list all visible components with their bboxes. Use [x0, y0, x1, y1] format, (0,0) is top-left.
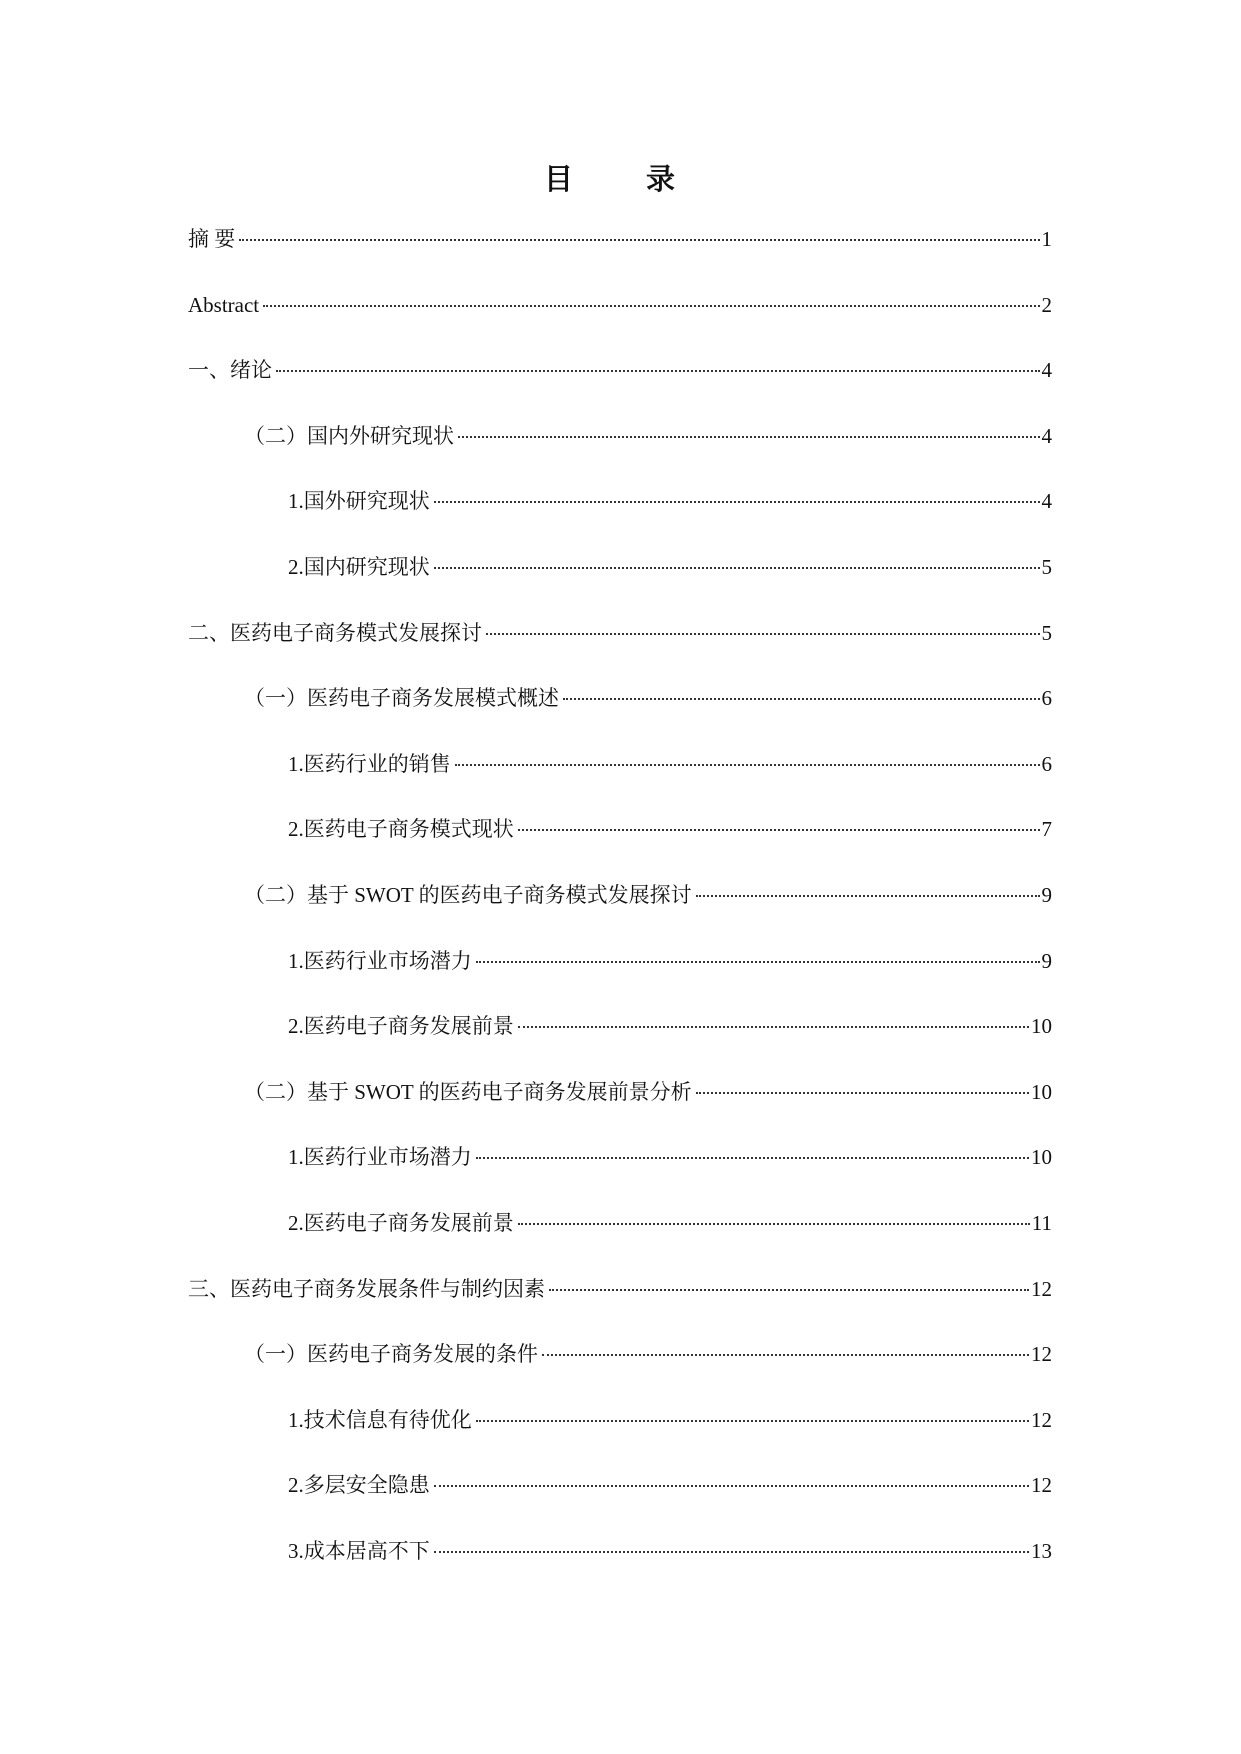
toc-page-number: 2 [1041, 293, 1052, 317]
toc-entry-text: 1.医药行业市场潜力 [288, 1145, 472, 1169]
toc-page-number: 12 [1031, 1342, 1052, 1366]
toc-entry-text: 一、绪论 [188, 358, 272, 382]
toc-page-number: 9 [1041, 949, 1052, 973]
toc-leader-dots [239, 239, 1039, 241]
toc-page-number: 1 [1041, 227, 1052, 251]
toc-entry-text: （一）医药电子商务发展的条件 [244, 1342, 538, 1366]
toc-entry-text: 三、医药电子商务发展条件与制约因素 [188, 1277, 545, 1301]
toc-entry[interactable] [188, 289, 1052, 321]
toc-page-number: 5 [1041, 621, 1052, 645]
toc-leader-dots [518, 1223, 1030, 1225]
toc-leader-dots [696, 895, 1040, 897]
toc-entry-text: （二）基于 SWOT 的医药电子商务发展前景分析 [244, 1080, 692, 1104]
toc-page-number: 12 [1031, 1277, 1052, 1301]
toc-page-number: 13 [1031, 1539, 1052, 1563]
toc-entry-text: 1.国外研究现状 [288, 489, 430, 513]
toc-entry-text: 1.医药行业的销售 [288, 752, 451, 776]
toc-page-number: 6 [1041, 686, 1052, 710]
toc-leader-dots [455, 764, 1040, 766]
toc-page-number: 7 [1041, 817, 1052, 841]
page-title: 目 录 [543, 164, 697, 196]
toc-entry[interactable] [288, 813, 1052, 845]
toc-entry-text: 2.多层安全隐患 [288, 1473, 430, 1497]
toc-entry[interactable] [288, 945, 1052, 977]
toc-page-number: 4 [1041, 424, 1052, 448]
toc-entry-text: 1.医药行业市场潜力 [288, 949, 472, 973]
toc-entry-text: 二、医药电子商务模式发展探讨 [188, 621, 482, 645]
toc-leader-dots [434, 1485, 1029, 1487]
toc-entry-text: 1.技术信息有待优化 [288, 1408, 472, 1432]
toc-entry[interactable] [244, 682, 1052, 714]
toc-leader-dots [563, 698, 1040, 700]
toc-entry[interactable] [244, 1076, 1052, 1108]
toc-entry[interactable] [288, 485, 1052, 517]
toc-leader-dots [549, 1289, 1029, 1291]
toc-entry-text: （二）基于 SWOT 的医药电子商务模式发展探讨 [244, 883, 692, 907]
toc-entry-text: （一）医药电子商务发展模式概述 [244, 686, 559, 710]
toc-entry-text: （二）国内外研究现状 [244, 424, 454, 448]
toc-entry[interactable] [244, 879, 1052, 911]
toc-entry[interactable] [288, 551, 1052, 583]
toc-entry[interactable] [288, 1141, 1052, 1173]
toc-leader-dots [518, 1026, 1029, 1028]
toc-leader-dots [486, 633, 1040, 635]
toc-entry[interactable] [288, 1469, 1052, 1501]
toc-entry[interactable] [288, 1010, 1052, 1042]
toc-leader-dots [696, 1092, 1029, 1094]
toc-entry-text: 2.医药电子商务发展前景 [288, 1014, 514, 1038]
toc-leader-dots [276, 370, 1040, 372]
toc-entry[interactable] [188, 617, 1052, 649]
toc-page-number: 10 [1031, 1080, 1052, 1104]
toc-entry[interactable] [244, 420, 1052, 452]
toc-leader-dots [476, 1157, 1029, 1159]
toc-leader-dots [542, 1354, 1029, 1356]
toc-leader-dots [476, 1420, 1029, 1422]
toc-entry[interactable] [288, 1535, 1052, 1567]
toc-leader-dots [458, 436, 1040, 438]
toc-entry[interactable] [188, 354, 1052, 386]
toc-page-number: 4 [1041, 489, 1052, 513]
toc-entry-text: 2.医药电子商务发展前景 [288, 1211, 514, 1235]
toc-entry[interactable] [244, 1338, 1052, 1370]
toc-leader-dots [434, 567, 1040, 569]
toc-entry-text: Abstract [188, 293, 260, 317]
toc-entry[interactable] [288, 1404, 1052, 1436]
toc-entry[interactable] [288, 1207, 1052, 1239]
toc-entry-text: 3.成本居高不下 [288, 1539, 430, 1563]
toc-page-number: 4 [1041, 358, 1052, 382]
toc-entry-text: 摘 要 [188, 227, 236, 251]
toc-leader-dots [434, 1551, 1029, 1553]
toc-entry-text: 2.国内研究现状 [288, 555, 430, 579]
toc-page-number: 10 [1031, 1145, 1052, 1169]
toc-page-number: 9 [1041, 883, 1052, 907]
toc-entry[interactable] [288, 748, 1052, 780]
toc-page-number: 10 [1031, 1014, 1052, 1038]
toc-page-number: 12 [1031, 1473, 1052, 1497]
toc-entry[interactable] [188, 1273, 1052, 1305]
toc-leader-dots [476, 961, 1040, 963]
toc-leader-dots [518, 829, 1040, 831]
toc-page-number: 5 [1041, 555, 1052, 579]
toc-page-number: 6 [1041, 752, 1052, 776]
toc-leader-dots [263, 305, 1039, 307]
toc-page-number: 11 [1031, 1211, 1052, 1235]
toc-entry[interactable] [188, 223, 1052, 255]
toc-leader-dots [434, 501, 1040, 503]
toc-entry-text: 2.医药电子商务模式现状 [288, 817, 514, 841]
toc-page-number: 12 [1031, 1408, 1052, 1432]
